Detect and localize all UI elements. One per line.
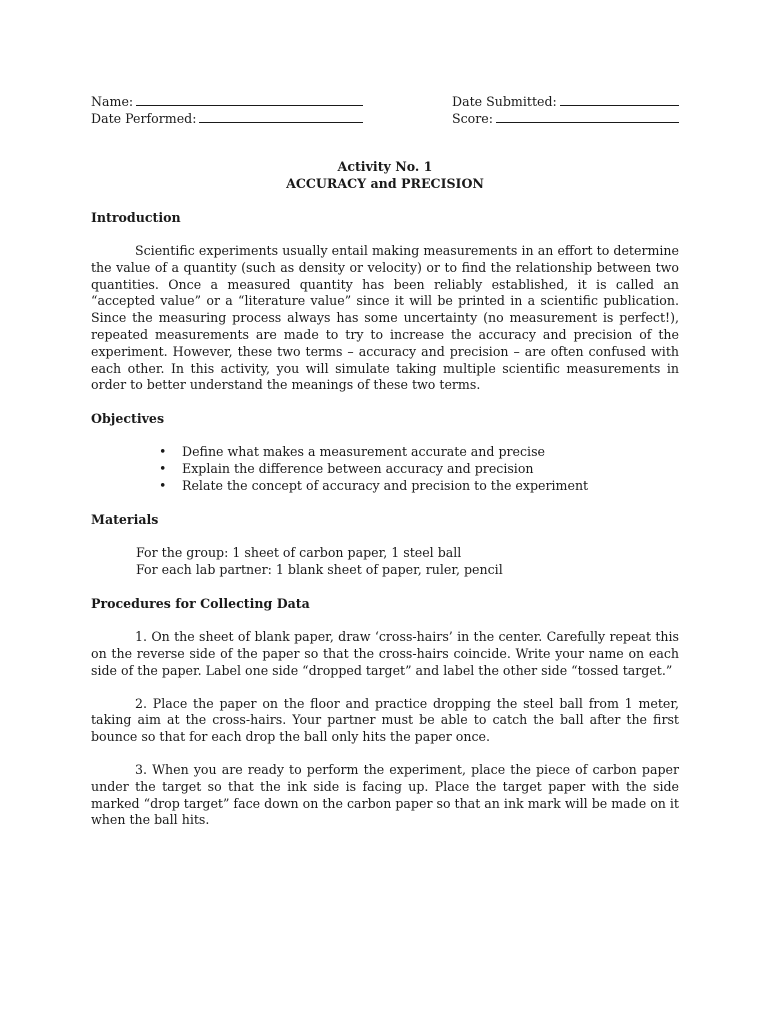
list-item — [159, 478, 679, 495]
title-block — [91, 159, 679, 193]
materials-heading: Materials — [91, 512, 159, 528]
activity-title: ACCURACY and PRECISION — [286, 176, 484, 191]
bullet-icon: • — [159, 461, 167, 477]
objective-text: Relate the concept of accuracy and precision to the experiment — [182, 478, 589, 494]
bullet-icon: • — [159, 478, 167, 494]
document-page — [91, 93, 679, 829]
materials-line: For each lab partner: 1 blank sheet of paper, ruler, pencil — [136, 562, 503, 578]
date-performed-field — [91, 110, 363, 127]
procedures-heading: Procedures for Collecting Data — [91, 596, 310, 612]
procedure-step-1: 1. On the sheet of blank paper, draw ‘cross-hairs’ in the center. Carefully repeat this on the reverse side of the paper so that the cross-hairs coincide. Write your name on each side of the paper. Label one side “dropped target” and label the other side “tossed target.” — [91, 629, 679, 678]
date-submitted-label: Date Submitted: — [452, 94, 557, 109]
activity-number: Activity No. 1 — [337, 159, 433, 174]
objectives-heading: Objectives — [91, 411, 165, 427]
list-item — [159, 444, 679, 461]
header-row-1 — [91, 93, 679, 110]
bullet-icon: • — [159, 444, 167, 460]
objectives-list — [91, 444, 679, 495]
materials-line: For the group: 1 sheet of carbon paper, 1 steel ball — [136, 545, 462, 561]
procedure-step-2: 2. Place the paper on the floor and practice dropping the steel ball from 1 meter, taking aim at the cross-hairs. Your partner must be able to catch the ball after the first bounce so that for each drop the ball only hits the paper once. — [91, 695, 679, 745]
score-field — [452, 110, 679, 127]
header-row-2 — [91, 110, 679, 127]
name-label: Name: — [91, 94, 134, 109]
score-blank-line — [496, 110, 679, 123]
materials-list — [91, 545, 679, 579]
introduction-paragraph: Scientific experiments usually entail making measurements in an effort to determine the value of a quantity (such as density or velocity) or to find the relationship between two quantities. Once a measured quantity has been reliably established, it is called an “accepted value” or a “literature value” since it will be printed in a scientific publication. Since the measuring process always has some uncertainty (no measurement is perfect!), repeated measurements are made to try to increase the accuracy and precision of the experiment. However, these two terms – accuracy and precision – are often confused with each other. In this activity, you will simulate taking multiple scientific measurements in order to better understand the meanings of these two terms. — [91, 243, 679, 393]
objective-text: Explain the difference between accuracy and precision — [182, 461, 534, 477]
introduction-heading: Introduction — [91, 210, 181, 225]
date-submitted-field — [452, 93, 679, 110]
objective-text: Define what makes a measurement accurate and precise — [182, 444, 545, 460]
name-blank-line — [136, 93, 363, 106]
name-field — [91, 93, 363, 110]
procedure-step-3: 3. When you are ready to perform the experiment, place the piece of carbon paper under the target so that the ink side is facing up. Place the target paper with the side marked “drop target” face down on the carbon paper so that an ink mark will be made on it when the ball hits. — [91, 761, 679, 828]
score-label: Score: — [452, 111, 493, 126]
list-item — [159, 461, 679, 478]
date-submitted-blank-line — [560, 93, 679, 106]
date-performed-label: Date Performed: — [91, 111, 197, 126]
date-performed-blank-line — [199, 110, 363, 123]
